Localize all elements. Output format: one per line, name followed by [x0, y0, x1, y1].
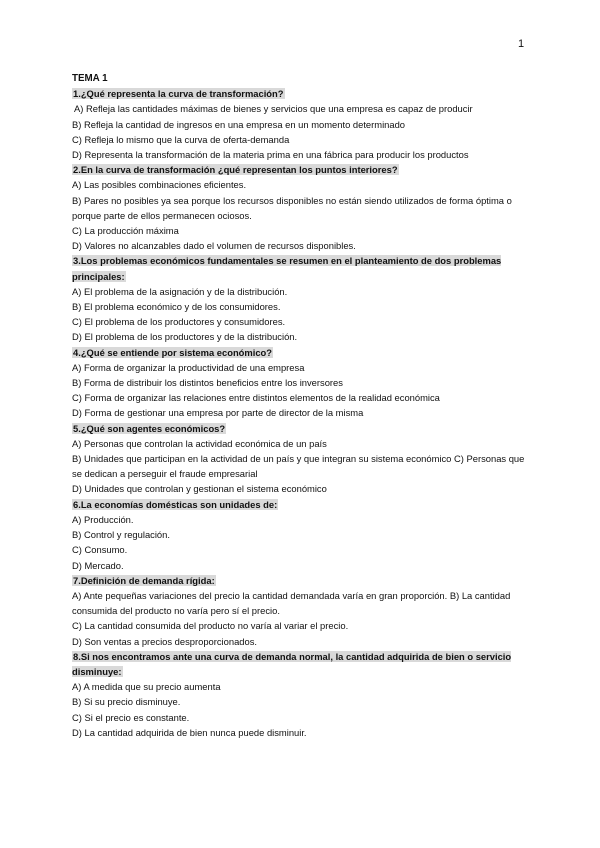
question-5-option-a: A) Personas que controlan la actividad económica de un país	[72, 437, 327, 449]
question-8-text: 8.Si nos encontramos ante una curva de demanda normal, la cantidad adquirida de bien o servicio disminuye:	[72, 650, 512, 677]
question-1-option-c: C) Refleja lo mismo que la curva de oferta-demanda	[72, 133, 290, 145]
question-8-option-d: D) La cantidad adquirida de bien nunca puede disminuir.	[72, 726, 307, 738]
question-6-option-a: A) Producción.	[72, 513, 134, 525]
question-5-option-d: D) Unidades que controlan y gestionan el sistema económico	[72, 483, 327, 495]
question-1-text: 1.¿Qué representa la curva de transformación?	[73, 88, 284, 100]
question-5	[72, 421, 532, 436]
question-3-text: 3.Los problemas económicos fundamentales se resumen en el planteamiento de dos problemas principales:	[72, 255, 502, 282]
question-1-option-d: D) Representa la transformación de la materia prima en una fábrica para producir los productos	[72, 149, 469, 161]
question-1-option-b: B) Refleja la cantidad de ingresos en una empresa en un momento determinado	[72, 118, 406, 130]
question-6	[72, 497, 532, 512]
question-2	[72, 162, 532, 177]
question-8-option-b: B) Si su precio disminuye.	[72, 696, 181, 708]
question-4-option-c: C) Forma de organizar las relaciones entre distintos elementos de la realidad económica	[72, 392, 440, 404]
question-3-option-b: B) El problema económico y de los consumidores.	[72, 301, 281, 313]
question-6-option-c: C) Consumo.	[72, 544, 128, 556]
question-4-text: 4.¿Qué se entiende por sistema económico?	[73, 346, 273, 358]
question-7	[72, 573, 532, 588]
question-2-option-b: B) Pares no posibles ya sea porque los recursos disponibles no están siendo utilizados de forma óptima o porque parte de ellos permanecen ociosos.	[72, 194, 512, 221]
question-3-option-c: C) El problema de los productores y consumidores.	[72, 316, 286, 328]
question-7-text: 7.Definición de demanda rígida:	[73, 574, 215, 586]
question-2-option-a: A) Las posibles combinaciones eficientes.	[72, 179, 247, 191]
question-4-option-b: B) Forma de distribuir los distintos beneficios entre los inversores	[72, 377, 343, 389]
document-title: TEMA 1	[72, 73, 108, 84]
question-2-option-c: C) La producción máxima	[72, 225, 179, 237]
question-3-option-d: D) El problema de los productores y de la distribución.	[72, 331, 298, 343]
question-5-option-b: B) Unidades que participan en la actividad de un país y que integran su sistema económico C) Personas que se dedican a perseguir el fraude empresarial	[72, 453, 525, 480]
question-5-text: 5.¿Qué son agentes económicos?	[73, 422, 226, 434]
question-7-option-c: C) La cantidad consumida del producto no varía al variar el precio.	[72, 620, 349, 632]
question-6-option-d: D) Mercado.	[72, 559, 124, 571]
question-3	[72, 253, 532, 283]
document-body	[72, 71, 532, 740]
question-7-option-d: D) Son ventas a precios desproporcionados.	[72, 635, 258, 647]
question-6-option-b: B) Control y regulación.	[72, 529, 170, 541]
question-3-option-a: A) El problema de la asignación y de la distribución.	[72, 285, 288, 297]
question-8-option-c: C) Si el precio es constante.	[72, 711, 190, 723]
question-4-option-d: D) Forma de gestionar una empresa por parte de director de la misma	[72, 407, 364, 419]
question-2-option-d: D) Valores no alcanzables dado el volumen de recursos disponibles.	[72, 240, 356, 252]
question-4	[72, 345, 532, 360]
question-1-option-a: A) Refleja las cantidades máximas de bienes y servicios que una empresa es capaz de producir	[74, 103, 473, 115]
question-8-option-a: A) A medida que su precio aumenta	[72, 681, 221, 693]
question-8	[72, 649, 532, 679]
question-2-text: 2.En la curva de transformación ¿qué representan los puntos interiores?	[73, 164, 398, 176]
question-1	[72, 86, 532, 101]
page-number: 1	[518, 38, 525, 50]
question-4-option-a: A) Forma de organizar la productividad de una empresa	[72, 361, 305, 373]
question-7-option-a: A) Ante pequeñas variaciones del precio la cantidad demandada varía en gran proporción. B) La cantidad consumida del producto no varía pero sí el precio.	[72, 589, 511, 617]
question-6-text: 6.La economías domésticas son unidades de:	[73, 498, 278, 510]
